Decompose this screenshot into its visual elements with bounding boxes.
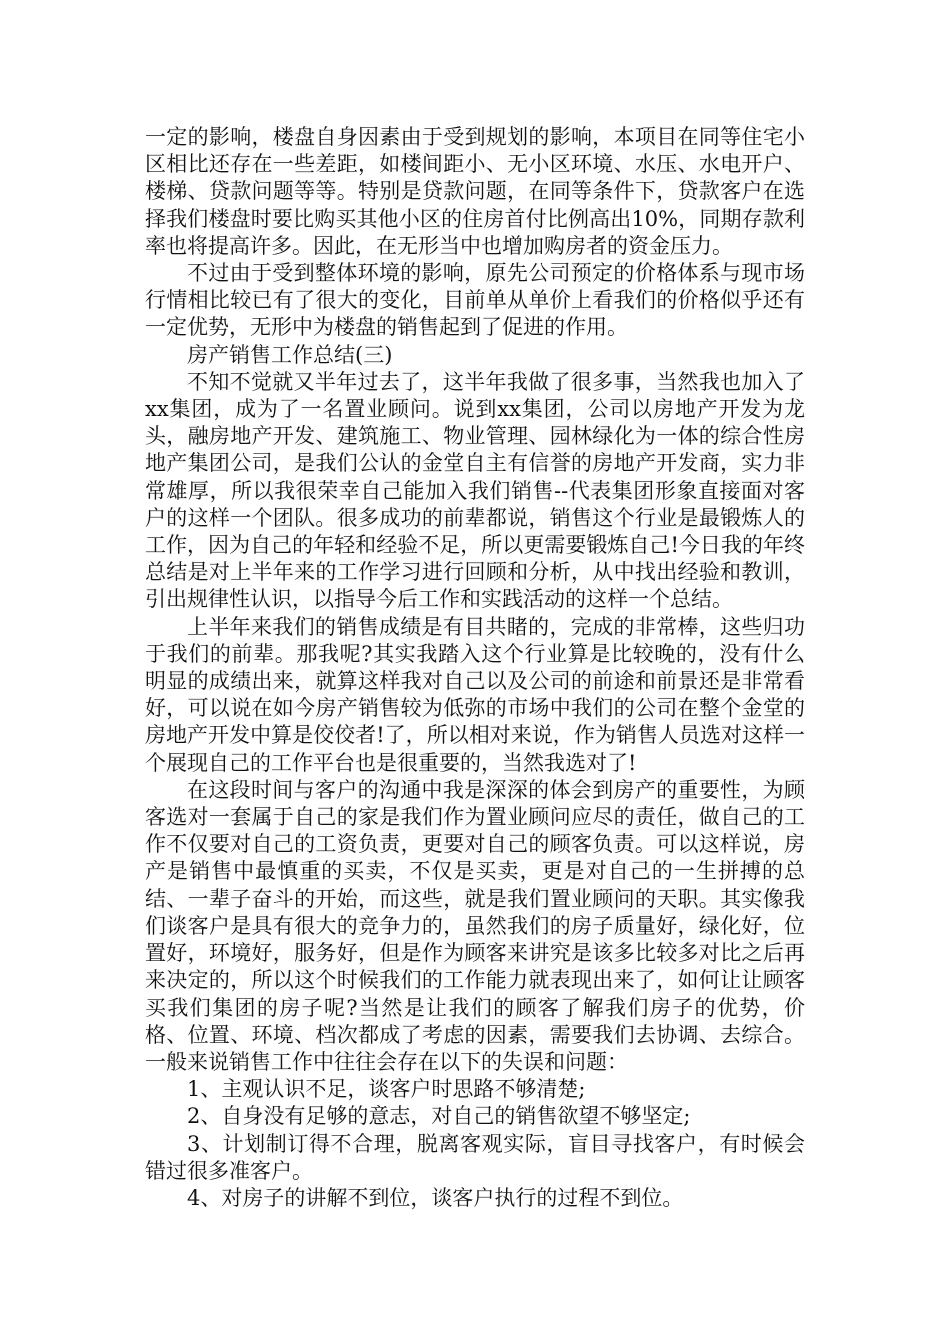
section-heading: 房产销售工作总结(三) <box>187 342 393 367</box>
document-page <box>145 124 805 1212</box>
list-item-1: 1、主观认识不足，谈客户时思路不够清楚; <box>187 1077 586 1102</box>
list-item-2: 2、自身没有足够的意志，对自己的销售欲望不够坚定; <box>187 1104 691 1129</box>
list-item-3: 3、计划制订得不合理，脱离客观实际，盲目寻找客户，有时候会错过很多准客户。 <box>145 1131 805 1183</box>
paragraph-4: 上半年来我们的销售成绩是有目共睹的，完成的非常棒，这些归功于我们的前辈。那我呢?其实我踏入这个行业算是比较晚的，没有什么明显的成绩出来，就算这样我对自己以及公司的前途和前景还是非常看好，可以说在如今房产销售较为低弥的市场中我们的公司在整个金堂的房地产开发中算是佼佼者!了，所以相对来说，作为销售人员选对这样一个展现自己的工作平台也是很重要的，当然我选对了! <box>145 614 805 775</box>
list-item-4: 4、对房子的讲解不到位，谈客户执行的过程不到位。 <box>187 1185 684 1210</box>
paragraph-5: 在这段时间与客户的沟通中我是深深的体会到房产的重要性，为顾客选对一套属于自己的家是我们作为置业顾问应尽的责任，做自己的工作不仅要对自己的工资负责，更要对自己的顾客负责。可以这样说，房产是销售中最慎重的买卖，不仅是买卖，更是对自己的一生拼搏的总结、一辈子奋斗的开始，而这些，就是我们置业顾问的天职。其实像我们谈客户是具有很大的竞争力的，虽然我们的房子质量好，绿化好，位置好，环境好，服务好，但是作为顾客来讲究是该多比较多对比之后再来决定的，所以这个时候我们的工作能力就表现出来了，如何让让顾客买我们集团的房子呢?当然是让我们的顾客了解我们房子的优势，价格、位置、环境、档次都成了考虑的因素，需要我们去协调、去综合。一般来说销售工作中往往会存在以下的失误和问题： <box>145 777 805 1074</box>
paragraph-3: 不知不觉就又半年过去了，这半年我做了很多事，当然我也加入了xx集团，成为了一名置业顾问。说到xx集团，公司以房地产开发为龙头，融房地产开发、建筑施工、物业管理、园林绿化为一体的综合性房地产集团公司，是我们公认的金堂自主有信誉的房地产开发商，实力非常雄厚，所以我很荣幸自己能加入我们销售--代表集团形象直接面对客户的这样一个团队。很多成功的前辈都说，销售这个行业是最锻炼人的工作，因为自己的年轻和经验不足，所以更需要锻炼自己!今日我的年终总结是对上半年来的工作学习进行回顾和分析，从中找出经验和教训，引出规律性认识，以指导今后工作和实践活动的这样一个总结。 <box>145 369 805 612</box>
paragraph-1: 一定的影响，楼盘自身因素由于受到规划的影响，本项目在同等住宅小区相比还存在一些差距，如楼间距小、无小区环境、水压、水电开户、楼梯、贷款问题等等。特别是贷款问题，在同等条件下，贷款客户在选择我们楼盘时要比购买其他小区的住房首付比例高出10%，同期存款利率也将提高许多。因此，在无形当中也增加购房者的资金压力。 <box>145 125 805 258</box>
paragraph-2: 不过由于受到整体环境的影响，原先公司预定的价格体系与现市场行情相比较已有了很大的变化，目前单从单价上看我们的价格似乎还有一定优势，无形中为楼盘的销售起到了促进的作用。 <box>145 261 805 340</box>
